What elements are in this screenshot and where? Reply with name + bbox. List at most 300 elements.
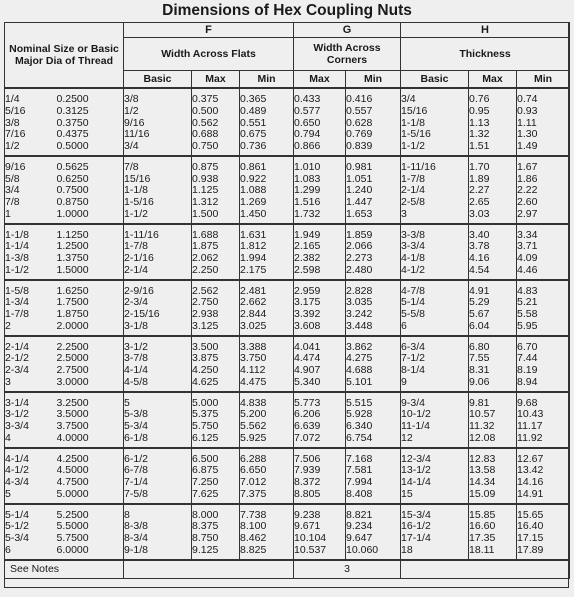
- corners-max-cell: 5.773: [294, 392, 346, 410]
- corners-min-cell: 10.060: [346, 545, 401, 560]
- corners-min-cell: 2.066: [346, 241, 401, 253]
- corners-max-cell: 6.206: [294, 409, 346, 421]
- thickness-max-cell: 1.13: [469, 118, 517, 130]
- corners-min-cell: 2.828: [346, 280, 401, 298]
- thickness-max-cell: 8.31: [469, 365, 517, 377]
- thickness-min-cell: 12.67: [517, 448, 570, 466]
- table-row: [5, 336, 570, 354]
- corners-max-cell: 1.010: [294, 156, 346, 174]
- corners-min-cell: 0.769: [346, 129, 401, 141]
- thickness-max-cell: 3.03: [469, 209, 517, 224]
- nominal-fraction-cell: 4-3/4: [5, 477, 57, 489]
- thickness-max-cell: 12.08: [469, 433, 517, 448]
- thickness-min-cell: 1.11: [517, 118, 570, 130]
- thickness-basic-cell: 8-1/4: [401, 365, 469, 377]
- table-row: [5, 209, 570, 224]
- flats-min-cell: 1.812: [240, 241, 294, 253]
- thickness-basic-cell: 1-11/16: [401, 156, 469, 174]
- nominal-fraction-cell: 3/8: [5, 118, 57, 130]
- thickness-max-cell: 5.67: [469, 309, 517, 321]
- flats-max-cell: 1.688: [192, 224, 240, 242]
- h-notes-cell: [401, 560, 570, 579]
- nominal-decimal-cell: 1.6250: [57, 280, 124, 298]
- corners-min-cell: 8.408: [346, 489, 401, 504]
- table-row: [5, 521, 570, 533]
- thickness-min-cell: 15.65: [517, 504, 570, 522]
- thickness-max-cell: 12.83: [469, 448, 517, 466]
- flats-basic-cell: 11/16: [124, 129, 192, 141]
- flats-max-cell: 0.688: [192, 129, 240, 141]
- corners-max-cell: 0.433: [294, 88, 346, 106]
- thickness-min-cell: 5.95: [517, 321, 570, 336]
- h-min-header: Min: [517, 71, 570, 89]
- flats-max-cell: 6.125: [192, 433, 240, 448]
- corners-min-cell: 7.994: [346, 477, 401, 489]
- nominal-decimal-cell: 5.5000: [57, 521, 124, 533]
- flats-max-cell: 0.375: [192, 88, 240, 106]
- nominal-fraction-cell: 2: [5, 321, 57, 336]
- h-basic-header: Basic: [401, 71, 469, 89]
- flats-max-cell: 2.250: [192, 265, 240, 280]
- table-row: [5, 321, 570, 336]
- corners-max-cell: 10.104: [294, 533, 346, 545]
- flats-min-cell: 8.100: [240, 521, 294, 533]
- flats-basic-cell: 3/8: [124, 88, 192, 106]
- table-row: [5, 448, 570, 466]
- thickness-max-cell: 13.58: [469, 465, 517, 477]
- nominal-fraction-cell: 4-1/4: [5, 448, 57, 466]
- flats-basic-cell: 2-1/16: [124, 253, 192, 265]
- thickness-max-cell: 9.06: [469, 377, 517, 392]
- thickness-basic-cell: 12-3/4: [401, 448, 469, 466]
- table-row: [5, 118, 570, 130]
- nominal-decimal-cell: 0.6250: [57, 174, 124, 186]
- g-note-reference: 3: [294, 560, 401, 579]
- corners-max-cell: 3.175: [294, 297, 346, 309]
- nominal-fraction-cell: 1: [5, 209, 57, 224]
- flats-basic-cell: 3-1/2: [124, 336, 192, 354]
- flats-max-cell: 1.312: [192, 197, 240, 209]
- table-row: [5, 129, 570, 141]
- corners-min-cell: 0.839: [346, 141, 401, 156]
- thickness-basic-cell: 16-1/2: [401, 521, 469, 533]
- thickness-basic-cell: 1-7/8: [401, 174, 469, 186]
- table-row: [5, 433, 570, 448]
- flats-max-cell: 3.125: [192, 321, 240, 336]
- thickness-min-cell: 1.49: [517, 141, 570, 156]
- nominal-fraction-cell: 6: [5, 545, 57, 560]
- flats-max-cell: 0.875: [192, 156, 240, 174]
- flats-max-cell: 5.000: [192, 392, 240, 410]
- flats-basic-cell: 5-3/4: [124, 421, 192, 433]
- nominal-fraction-cell: 1-1/8: [5, 224, 57, 242]
- table-row: [5, 477, 570, 489]
- flats-min-cell: 0.489: [240, 106, 294, 118]
- thickness-min-cell: 17.15: [517, 533, 570, 545]
- nominal-decimal-cell: 2.5000: [57, 353, 124, 365]
- g-min-header: Min: [346, 71, 401, 89]
- thickness-min-cell: 14.16: [517, 477, 570, 489]
- flats-basic-cell: 5-3/8: [124, 409, 192, 421]
- table-row: [5, 156, 570, 174]
- corners-min-cell: 4.688: [346, 365, 401, 377]
- nominal-decimal-cell: 2.0000: [57, 321, 124, 336]
- flats-min-cell: 8.462: [240, 533, 294, 545]
- flats-basic-cell: 1-5/16: [124, 197, 192, 209]
- flats-basic-cell: 3-7/8: [124, 353, 192, 365]
- table-row: [5, 280, 570, 298]
- flats-min-cell: 3.388: [240, 336, 294, 354]
- thickness-basic-cell: 3/4: [401, 88, 469, 106]
- nominal-decimal-cell: 5.7500: [57, 533, 124, 545]
- table-row: [5, 265, 570, 280]
- nominal-decimal-cell: 0.8750: [57, 197, 124, 209]
- corners-min-cell: 3.242: [346, 309, 401, 321]
- corners-max-cell: 1.516: [294, 197, 346, 209]
- corners-min-cell: 2.480: [346, 265, 401, 280]
- thickness-max-cell: 16.60: [469, 521, 517, 533]
- flats-min-cell: 3.025: [240, 321, 294, 336]
- flats-max-cell: 2.750: [192, 297, 240, 309]
- flats-max-cell: 5.375: [192, 409, 240, 421]
- thickness-min-cell: 8.19: [517, 365, 570, 377]
- nominal-decimal-cell: 6.0000: [57, 545, 124, 560]
- flats-max-cell: 7.250: [192, 477, 240, 489]
- table-row: [5, 421, 570, 433]
- nominal-decimal-cell: 1.2500: [57, 241, 124, 253]
- table-row: [5, 241, 570, 253]
- thickness-min-cell: 1.67: [517, 156, 570, 174]
- corners-max-cell: 8.805: [294, 489, 346, 504]
- thickness-min-cell: 2.97: [517, 209, 570, 224]
- table-row: [5, 533, 570, 545]
- thickness-max-cell: 5.29: [469, 297, 517, 309]
- nominal-fraction-cell: 5-1/4: [5, 504, 57, 522]
- flats-basic-cell: 2-1/4: [124, 265, 192, 280]
- flats-basic-cell: 8-3/8: [124, 521, 192, 533]
- flats-basic-cell: 9/16: [124, 118, 192, 130]
- thickness-min-cell: 2.60: [517, 197, 570, 209]
- flats-basic-cell: 8: [124, 504, 192, 522]
- flats-basic-cell: 6-7/8: [124, 465, 192, 477]
- nominal-fraction-cell: 1-5/8: [5, 280, 57, 298]
- nominal-decimal-cell: 1.7500: [57, 297, 124, 309]
- thickness-basic-cell: 6: [401, 321, 469, 336]
- thickness-min-cell: 4.46: [517, 265, 570, 280]
- nominal-fraction-cell: 2-3/4: [5, 365, 57, 377]
- corners-max-cell: 9.238: [294, 504, 346, 522]
- corners-max-cell: 2.598: [294, 265, 346, 280]
- thickness-max-cell: 9.81: [469, 392, 517, 410]
- width-across-flats-header: Width Across Flats: [124, 38, 294, 71]
- flats-min-cell: 7.738: [240, 504, 294, 522]
- corners-min-cell: 0.628: [346, 118, 401, 130]
- flats-max-cell: 7.625: [192, 489, 240, 504]
- thickness-max-cell: 3.40: [469, 224, 517, 242]
- flats-basic-cell: 5: [124, 392, 192, 410]
- thickness-basic-cell: 1-1/8: [401, 118, 469, 130]
- thickness-max-cell: 3.78: [469, 241, 517, 253]
- flats-min-cell: 7.375: [240, 489, 294, 504]
- nominal-fraction-cell: 5-1/2: [5, 521, 57, 533]
- thickness-basic-cell: 2-5/8: [401, 197, 469, 209]
- thickness-basic-cell: 14-1/4: [401, 477, 469, 489]
- table-row: [5, 409, 570, 421]
- flats-max-cell: 2.938: [192, 309, 240, 321]
- f-notes-cell: [124, 560, 294, 579]
- thickness-min-cell: 9.68: [517, 392, 570, 410]
- corners-max-cell: 2.959: [294, 280, 346, 298]
- flats-max-cell: 2.062: [192, 253, 240, 265]
- flats-min-cell: 6.650: [240, 465, 294, 477]
- corners-min-cell: 5.515: [346, 392, 401, 410]
- corners-min-cell: 5.928: [346, 409, 401, 421]
- row-group: [5, 156, 570, 224]
- nominal-decimal-cell: 2.2500: [57, 336, 124, 354]
- nominal-fraction-cell: 5/16: [5, 106, 57, 118]
- column-h-header: H: [401, 23, 570, 38]
- hex-coupling-nut-table: [4, 22, 570, 579]
- flats-basic-cell: 6-1/8: [124, 433, 192, 448]
- nominal-fraction-cell: 1-1/2: [5, 265, 57, 280]
- nominal-fraction-cell: 1/4: [5, 88, 57, 106]
- flats-min-cell: 6.288: [240, 448, 294, 466]
- corners-max-cell: 4.907: [294, 365, 346, 377]
- corners-min-cell: 9.647: [346, 533, 401, 545]
- nominal-fraction-cell: 2-1/4: [5, 336, 57, 354]
- corners-min-cell: 9.234: [346, 521, 401, 533]
- flats-min-cell: 4.112: [240, 365, 294, 377]
- corners-min-cell: 6.340: [346, 421, 401, 433]
- thickness-max-cell: 2.27: [469, 185, 517, 197]
- nominal-fraction-cell: 2-1/2: [5, 353, 57, 365]
- f-basic-header: Basic: [124, 71, 192, 89]
- corners-max-cell: 2.382: [294, 253, 346, 265]
- thickness-basic-cell: 9: [401, 377, 469, 392]
- corners-max-cell: 0.794: [294, 129, 346, 141]
- thickness-min-cell: 17.89: [517, 545, 570, 560]
- thickness-basic-cell: 17-1/4: [401, 533, 469, 545]
- table-row: [5, 297, 570, 309]
- thickness-max-cell: 15.09: [469, 489, 517, 504]
- row-group: [5, 448, 570, 504]
- flats-max-cell: 4.250: [192, 365, 240, 377]
- flats-basic-cell: 3/4: [124, 141, 192, 156]
- corners-max-cell: 7.072: [294, 433, 346, 448]
- thickness-min-cell: 14.91: [517, 489, 570, 504]
- flats-max-cell: 0.750: [192, 141, 240, 156]
- nominal-decimal-cell: 5.0000: [57, 489, 124, 504]
- thickness-max-cell: 6.80: [469, 336, 517, 354]
- nominal-decimal-cell: 0.5000: [57, 141, 124, 156]
- thickness-max-cell: 0.76: [469, 88, 517, 106]
- flats-basic-cell: 2-9/16: [124, 280, 192, 298]
- flats-basic-cell: 1-1/2: [124, 209, 192, 224]
- thickness-basic-cell: 15/16: [401, 106, 469, 118]
- corners-min-cell: 3.862: [346, 336, 401, 354]
- thickness-basic-cell: 10-1/2: [401, 409, 469, 421]
- corners-min-cell: 1.447: [346, 197, 401, 209]
- thickness-min-cell: 1.30: [517, 129, 570, 141]
- flats-min-cell: 1.631: [240, 224, 294, 242]
- nominal-decimal-cell: 1.5000: [57, 265, 124, 280]
- thickness-basic-cell: 3-3/4: [401, 241, 469, 253]
- flats-min-cell: 3.750: [240, 353, 294, 365]
- flats-basic-cell: 4-5/8: [124, 377, 192, 392]
- table-row: [5, 392, 570, 410]
- flats-basic-cell: 4-1/4: [124, 365, 192, 377]
- corners-min-cell: 2.273: [346, 253, 401, 265]
- flats-min-cell: 2.481: [240, 280, 294, 298]
- corners-min-cell: 7.168: [346, 448, 401, 466]
- thickness-basic-cell: 15-3/4: [401, 504, 469, 522]
- flats-max-cell: 4.625: [192, 377, 240, 392]
- table-row: [5, 489, 570, 504]
- flats-min-cell: 2.175: [240, 265, 294, 280]
- flats-min-cell: 0.861: [240, 156, 294, 174]
- nominal-decimal-cell: 0.3125: [57, 106, 124, 118]
- flats-max-cell: 1.500: [192, 209, 240, 224]
- table-row: [5, 545, 570, 560]
- thickness-basic-cell: 15: [401, 489, 469, 504]
- corners-max-cell: 2.165: [294, 241, 346, 253]
- corners-max-cell: 1.732: [294, 209, 346, 224]
- nominal-decimal-cell: 0.3750: [57, 118, 124, 130]
- flats-min-cell: 5.925: [240, 433, 294, 448]
- f-max-header: Max: [192, 71, 240, 89]
- nominal-fraction-cell: 1-3/4: [5, 297, 57, 309]
- thickness-min-cell: 8.94: [517, 377, 570, 392]
- flats-basic-cell: 7/8: [124, 156, 192, 174]
- nominal-fraction-cell: 4-1/2: [5, 465, 57, 477]
- nominal-decimal-cell: 0.7500: [57, 185, 124, 197]
- thickness-min-cell: 4.83: [517, 280, 570, 298]
- flats-basic-cell: 7-5/8: [124, 489, 192, 504]
- thickness-max-cell: 0.95: [469, 106, 517, 118]
- corners-min-cell: 6.754: [346, 433, 401, 448]
- corners-max-cell: 4.474: [294, 353, 346, 365]
- flats-basic-cell: 6-1/2: [124, 448, 192, 466]
- thickness-max-cell: 14.34: [469, 477, 517, 489]
- flats-max-cell: 0.562: [192, 118, 240, 130]
- thickness-min-cell: 11.92: [517, 433, 570, 448]
- thickness-basic-cell: 4-1/8: [401, 253, 469, 265]
- corners-min-cell: 4.275: [346, 353, 401, 365]
- thickness-max-cell: 6.04: [469, 321, 517, 336]
- row-group: [5, 224, 570, 280]
- thickness-basic-cell: 2-1/4: [401, 185, 469, 197]
- corners-max-cell: 3.608: [294, 321, 346, 336]
- corners-max-cell: 5.340: [294, 377, 346, 392]
- thickness-max-cell: 10.57: [469, 409, 517, 421]
- thickness-min-cell: 6.70: [517, 336, 570, 354]
- thickness-min-cell: 7.44: [517, 353, 570, 365]
- flats-min-cell: 0.922: [240, 174, 294, 186]
- width-across-corners-header: Width Across Corners: [294, 38, 401, 71]
- nominal-decimal-cell: 4.5000: [57, 465, 124, 477]
- flats-min-cell: 1.994: [240, 253, 294, 265]
- flats-max-cell: 6.500: [192, 448, 240, 466]
- table-row: [5, 504, 570, 522]
- flats-basic-cell: 1-1/8: [124, 185, 192, 197]
- flats-min-cell: 0.551: [240, 118, 294, 130]
- table-row: [5, 353, 570, 365]
- table-row: [5, 309, 570, 321]
- thickness-max-cell: 4.16: [469, 253, 517, 265]
- flats-max-cell: 8.750: [192, 533, 240, 545]
- nominal-decimal-cell: 4.0000: [57, 433, 124, 448]
- corners-min-cell: 8.821: [346, 504, 401, 522]
- row-group: [5, 504, 570, 560]
- thickness-basic-cell: 18: [401, 545, 469, 560]
- thickness-min-cell: 10.43: [517, 409, 570, 421]
- nominal-decimal-cell: 1.3750: [57, 253, 124, 265]
- nominal-fraction-cell: 1-3/8: [5, 253, 57, 265]
- corners-max-cell: 9.671: [294, 521, 346, 533]
- flats-min-cell: 0.675: [240, 129, 294, 141]
- corners-min-cell: 3.448: [346, 321, 401, 336]
- corners-min-cell: 0.416: [346, 88, 401, 106]
- table-row: [5, 365, 570, 377]
- nominal-decimal-cell: 1.8750: [57, 309, 124, 321]
- thickness-max-cell: 1.89: [469, 174, 517, 186]
- flats-min-cell: 4.475: [240, 377, 294, 392]
- nominal-decimal-cell: 4.7500: [57, 477, 124, 489]
- corners-min-cell: 0.557: [346, 106, 401, 118]
- f-min-header: Min: [240, 71, 294, 89]
- thickness-basic-cell: 4-1/2: [401, 265, 469, 280]
- nominal-size-header: Nominal Size or Basic Major Dia of Thread: [5, 23, 124, 89]
- corners-min-cell: 3.035: [346, 297, 401, 309]
- nominal-decimal-cell: 4.2500: [57, 448, 124, 466]
- flats-min-cell: 2.844: [240, 309, 294, 321]
- flats-min-cell: 4.838: [240, 392, 294, 410]
- flats-min-cell: 0.736: [240, 141, 294, 156]
- flats-max-cell: 3.875: [192, 353, 240, 365]
- flats-min-cell: 5.200: [240, 409, 294, 421]
- table-row: [5, 224, 570, 242]
- table-row: [5, 141, 570, 156]
- thickness-min-cell: 11.17: [517, 421, 570, 433]
- nominal-fraction-cell: 4: [5, 433, 57, 448]
- thickness-min-cell: 3.71: [517, 241, 570, 253]
- table-row: [5, 185, 570, 197]
- thickness-basic-cell: 7-1/2: [401, 353, 469, 365]
- flats-basic-cell: 15/16: [124, 174, 192, 186]
- flats-basic-cell: 1-7/8: [124, 241, 192, 253]
- thickness-basic-cell: 1-5/16: [401, 129, 469, 141]
- nominal-fraction-cell: 3: [5, 377, 57, 392]
- flats-max-cell: 1.125: [192, 185, 240, 197]
- thickness-basic-cell: 9-3/4: [401, 392, 469, 410]
- thickness-basic-cell: 1-1/2: [401, 141, 469, 156]
- nominal-fraction-cell: 5-3/4: [5, 533, 57, 545]
- thickness-min-cell: 13.42: [517, 465, 570, 477]
- nominal-fraction-cell: 3-1/2: [5, 409, 57, 421]
- thickness-max-cell: 1.51: [469, 141, 517, 156]
- nominal-fraction-cell: 5/8: [5, 174, 57, 186]
- flats-max-cell: 3.500: [192, 336, 240, 354]
- thickness-min-cell: 16.40: [517, 521, 570, 533]
- corners-max-cell: 10.537: [294, 545, 346, 560]
- thickness-basic-cell: 6-3/4: [401, 336, 469, 354]
- flats-max-cell: 8.000: [192, 504, 240, 522]
- nominal-decimal-cell: 5.2500: [57, 504, 124, 522]
- thickness-basic-cell: 3: [401, 209, 469, 224]
- nominal-decimal-cell: 2.7500: [57, 365, 124, 377]
- nominal-decimal-cell: 1.0000: [57, 209, 124, 224]
- corners-max-cell: 3.392: [294, 309, 346, 321]
